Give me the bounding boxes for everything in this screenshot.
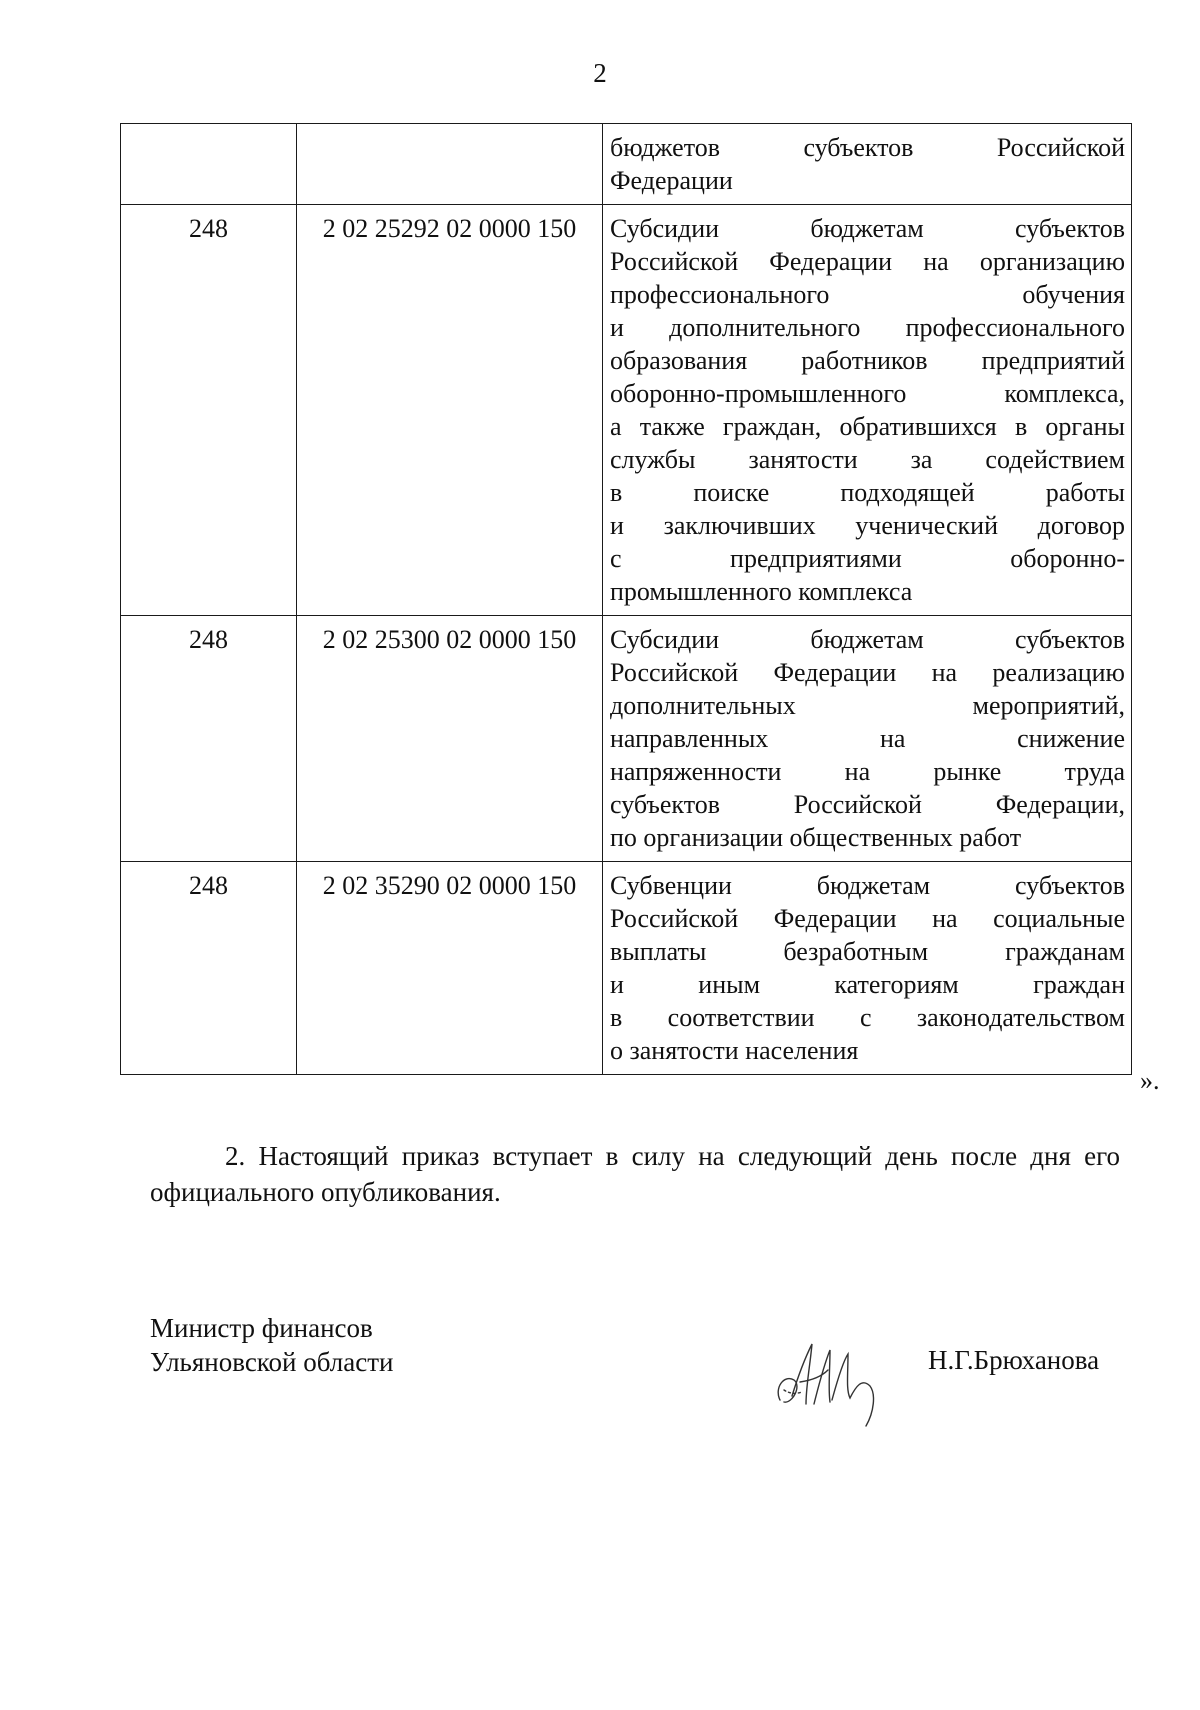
description-line: бюджетов субъектов Российской xyxy=(610,133,1125,162)
closing-quote: ». xyxy=(1140,1066,1160,1095)
description-line: и иным категориям граждан xyxy=(610,970,1125,999)
description-line: Субсидии бюджетам субъектов xyxy=(610,625,1125,654)
description-line: Субвенции бюджетам субъектов xyxy=(610,871,1125,900)
table-row xyxy=(121,616,1132,862)
description-line: напряженности на рынке труда xyxy=(610,757,1125,786)
description-line: по организации общественных работ xyxy=(610,823,1022,852)
description-line: с предприятиями оборонно- xyxy=(610,544,1125,573)
description-cell xyxy=(603,205,1132,616)
signatory-name: Н.Г.Брюханова xyxy=(928,1345,1100,1375)
handwritten-signature xyxy=(770,1330,900,1440)
description-line: оборонно-промышленного комплекса, xyxy=(610,379,1125,408)
signatory-title-line-1: Министр финансов xyxy=(150,1313,373,1343)
description-line: о занятости населения xyxy=(610,1036,859,1065)
description-line: в поиске подходящей работы xyxy=(610,478,1125,507)
table-body xyxy=(121,124,1132,1075)
description-line: службы занятости за содействием xyxy=(610,445,1125,474)
budget-code-cell: 2 02 25300 02 0000 150 xyxy=(297,616,603,862)
admin-code-cell: 248 xyxy=(121,862,297,1075)
table-row xyxy=(121,124,1132,205)
description-line: субъектов Российской Федерации, xyxy=(610,790,1125,819)
table-row xyxy=(121,862,1132,1075)
paragraph-line-1: 2. Настоящий приказ вступает в силу на следующий день после дня его xyxy=(225,1141,1120,1171)
admin-code-cell xyxy=(121,124,297,205)
description-line: направленных на снижение xyxy=(610,724,1125,753)
description-line: дополнительных мероприятий, xyxy=(610,691,1125,720)
description-line: Субсидии бюджетам субъектов xyxy=(610,214,1125,243)
description-cell xyxy=(603,616,1132,862)
budget-codes-table xyxy=(120,123,1132,1075)
page-number: 2 xyxy=(593,58,607,88)
description-line: в соответствии с законодательством xyxy=(610,1003,1125,1032)
budget-code-cell xyxy=(297,124,603,205)
description-cell xyxy=(603,124,1132,205)
description-cell xyxy=(603,862,1132,1075)
budget-code-cell: 2 02 35290 02 0000 150 xyxy=(297,862,603,1075)
effective-date-paragraph xyxy=(150,1138,1120,1210)
signatory-title-line-2: Ульяновской области xyxy=(150,1347,394,1377)
description-line: а также граждан, обратившихся в органы xyxy=(610,412,1125,441)
budget-code-cell: 2 02 25292 02 0000 150 xyxy=(297,205,603,616)
description-line: и заключивших ученический договор xyxy=(610,511,1125,540)
paragraph-line-2: официального опубликования. xyxy=(150,1177,501,1207)
description-line: Российской Федерации на социальные xyxy=(610,904,1125,933)
description-line: и дополнительного профессионального xyxy=(610,313,1125,342)
signatory-title xyxy=(150,1311,394,1379)
description-line: Российской Федерации на реализацию xyxy=(610,658,1125,687)
description-line: выплаты безработным гражданам xyxy=(610,937,1125,966)
description-line: промышленного комплекса xyxy=(610,577,913,606)
description-line: Федерации xyxy=(610,166,733,195)
admin-code-cell: 248 xyxy=(121,616,297,862)
description-line: Российской Федерации на организацию xyxy=(610,247,1125,276)
description-line: образования работников предприятий xyxy=(610,346,1125,375)
description-line: профессионального обучения xyxy=(610,280,1125,309)
table-row xyxy=(121,205,1132,616)
admin-code-cell: 248 xyxy=(121,205,297,616)
